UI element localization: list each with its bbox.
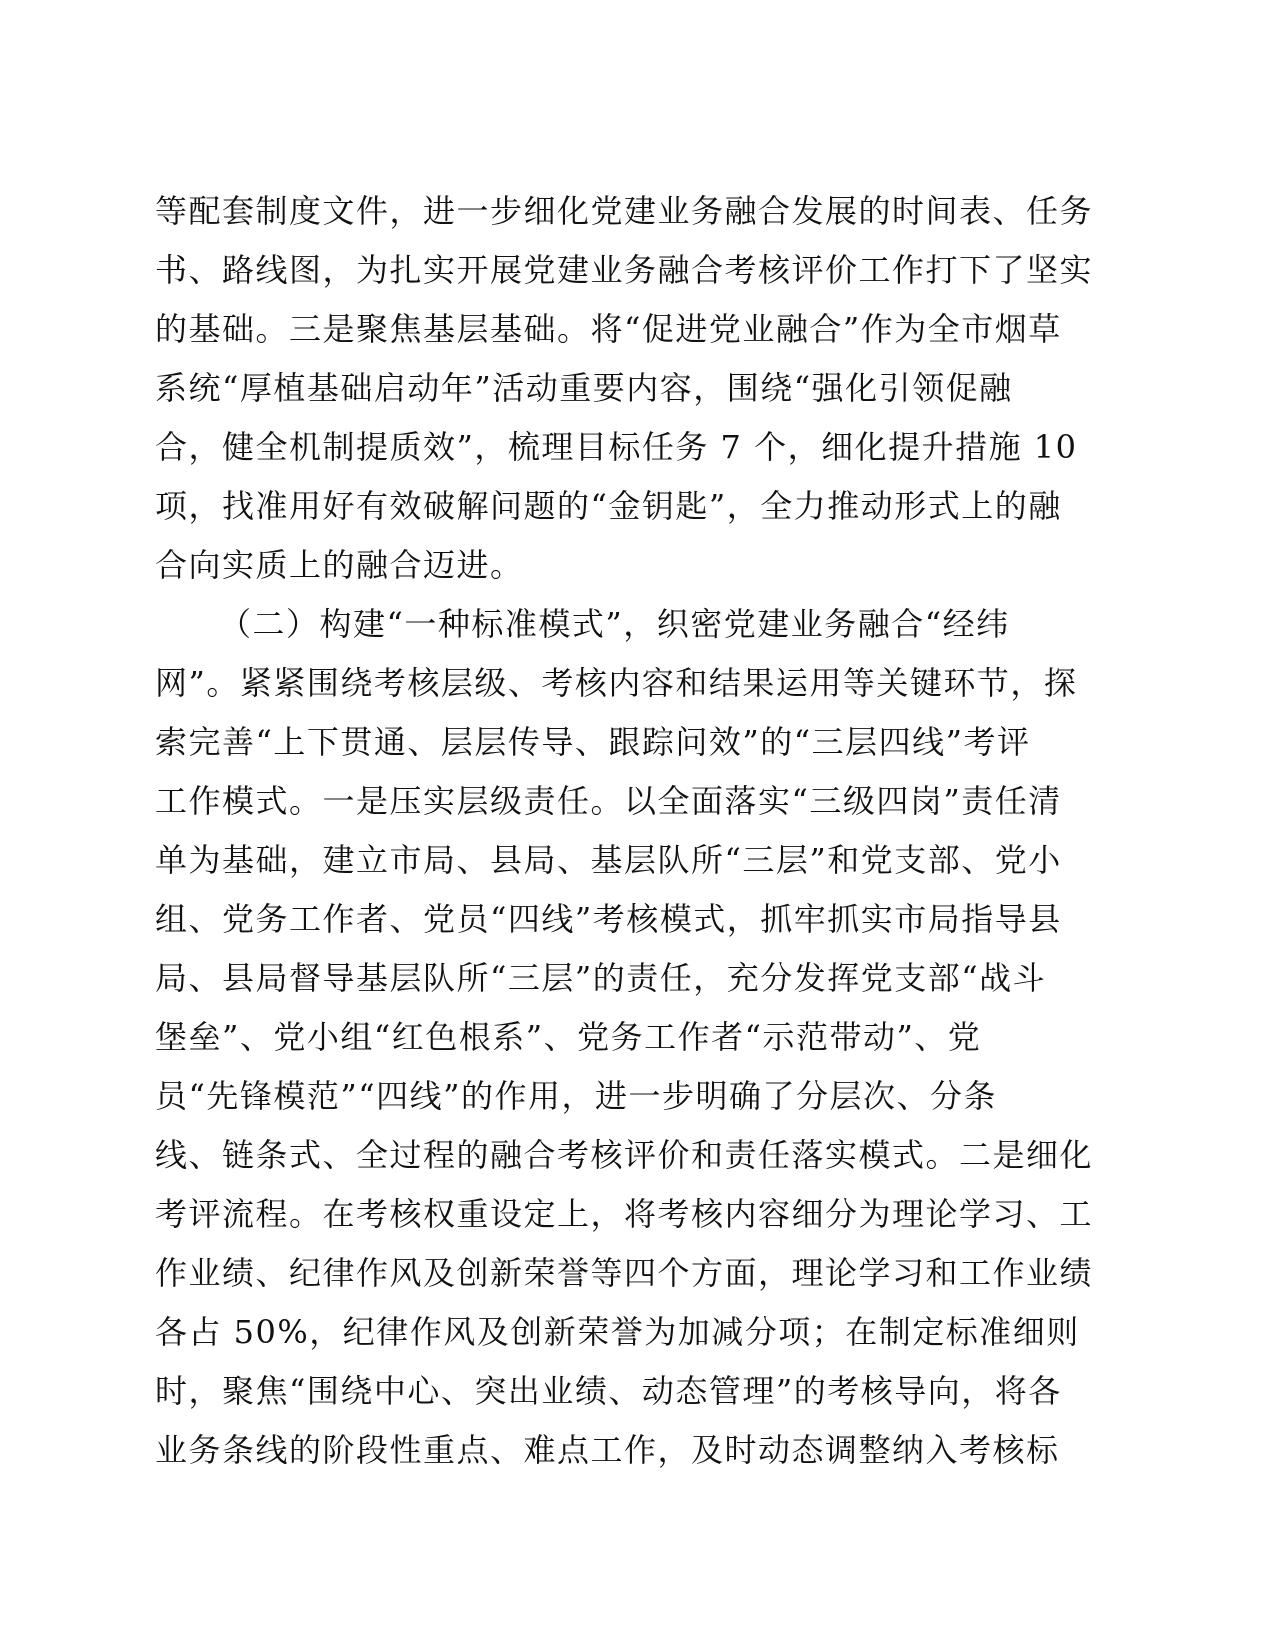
section-heading-line: （二）构建“一种标准模式”，织密党建业务融合“经纬 bbox=[219, 605, 1010, 643]
text-line: 工作模式。一是压实层级责任。以全面落实“三级四岗”责任清 bbox=[155, 782, 1062, 820]
text-line: 作业绩、纪律作风及创新荣誉等四个方面，理论学习和工作业绩 bbox=[155, 1254, 1094, 1292]
text-line: 员“先锋模范”“四线”的作用，进一步明确了分层次、分条 bbox=[155, 1077, 997, 1115]
text-line: 项，找准用好有效破解问题的“金钥匙”，全力推动形式上的融 bbox=[155, 487, 1062, 525]
text-line: 等配套制度文件，进一步细化党建业务融合发展的时间表、任务 bbox=[155, 192, 1094, 230]
text-line: 网”。紧紧围绕考核层级、考核内容和结果运用等关键环节，探 bbox=[155, 664, 1078, 702]
text-line: 考评流程。在考核权重设定上，将考核内容细分为理论学习、工 bbox=[155, 1195, 1094, 1233]
text-line: 合向实质上的融合迈进。 bbox=[155, 546, 524, 584]
text-line: 索完善“上下贯通、层层传导、跟踪问效”的“三层四线”考评 bbox=[155, 723, 1031, 761]
text-line: 合，健全机制提质效”，梳理目标任务 7 个，细化提升措施 10 bbox=[155, 428, 1078, 466]
text-line: 单为基础，建立市局、县局、基层队所“三层”和党支部、党小 bbox=[155, 841, 1062, 879]
text-line: 组、党务工作者、党员“四线”考核模式，抓牢抓实市局指导县 bbox=[155, 900, 1062, 938]
text-line: 业务条线的阶段性重点、难点工作，及时动态调整纳入考核标 bbox=[155, 1431, 1060, 1469]
text-line: 局、县局督导基层队所“三层”的责任，充分发挥党支部“战斗 bbox=[155, 959, 1047, 997]
text-line: 堡垒”、党小组“红色根系”、党务工作者“示范带动”、党 bbox=[155, 1018, 982, 1056]
text-line: 时，聚焦“围绕中心、突出业绩、动态管理”的考核导向，将各 bbox=[155, 1372, 1062, 1410]
text-line: 书、路线图，为扎实开展党建业务融合考核评价工作打下了坚实 bbox=[155, 251, 1094, 289]
text-line: 线、链条式、全过程的融合考核评价和责任落实模式。二是细化 bbox=[155, 1136, 1094, 1174]
text-line: 的基础。三是聚焦基层基础。将“促进党业融合”作为全市烟草 bbox=[155, 310, 1062, 348]
body-text bbox=[155, 182, 1095, 1480]
text-line: 系统“厚植基础启动年”活动重要内容，围绕“强化引领促融 bbox=[155, 369, 1013, 407]
text-line: 各占 50%，纪律作风及创新荣誉为加减分项；在制定标准细则 bbox=[155, 1313, 1080, 1351]
